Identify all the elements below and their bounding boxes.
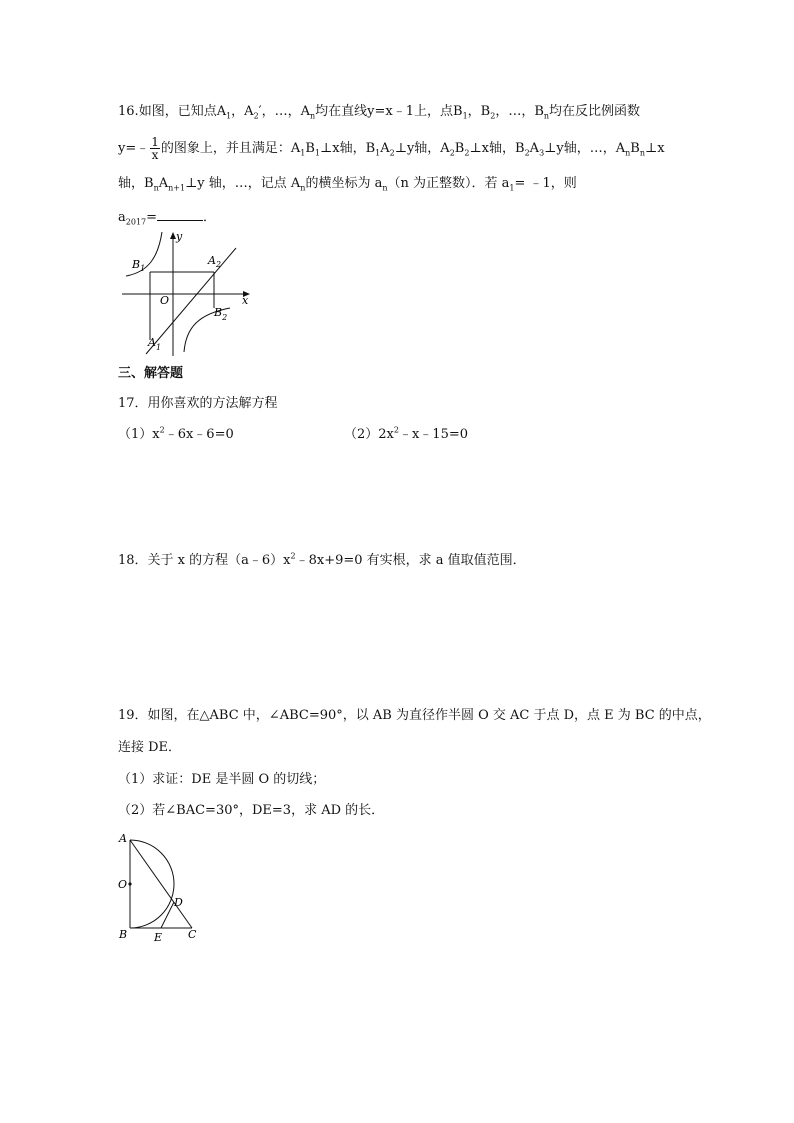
section-3-heading: 三、解答题: [118, 366, 184, 381]
svg-text:E: E: [154, 931, 163, 944]
svg-text:y: y: [176, 230, 183, 243]
q17-prompt: 17．用你喜欢的方法解方程: [118, 396, 278, 411]
svg-text:O: O: [160, 294, 170, 307]
svg-text:O: O: [118, 878, 128, 891]
label-b1: $B_1$: [132, 258, 146, 273]
q19-line-1: 19．如图，在△ABC 中，∠ABC=90°，以 AB 为直径作半圆 O 交 AC 于点 D，点 E 为 BC 的中点，: [118, 708, 711, 723]
q19-triangle-figure: [116, 828, 206, 944]
center-o-dot: [128, 882, 131, 885]
q19-part-2: （2）若∠BAC=30°，DE=3，求 AD 的长．: [118, 803, 385, 818]
label-b2: $B_2$: [214, 306, 228, 322]
q17-part-1: $(1)x^2﹣6x﹣6=0$: [118, 425, 234, 442]
q16-line-3: 轴，$B_nA_{n+1}\perp y$ 轴，…，记点 $A_n$的横坐标为 $a_n(n$ 为正整数）．若 $a_1=$ ﹣1，则: [118, 176, 577, 193]
svg-text:C: C: [188, 928, 197, 941]
q16-line-1: 16.如图，已知点$A_1$，$A_2'$，…，$A_n$均在直线y=x﹣1上，点$B_1$，$B_2$，…，$B_n$均在反比例函数: [118, 104, 641, 121]
q16-line-2: y=﹣ $\frac{1}{x}$ 的图象上，并且满足：$A_1B_1\perp x$轴，$B_1A_2\perp y$轴，$A_2B_2\perp x$轴，$B_2A_3\perp y$轴，…，$A_nB_n\perp x$: [118, 135, 665, 162]
q16-graph-figure: [118, 228, 254, 358]
segment-de: [161, 902, 174, 928]
svg-text:x: x: [242, 294, 249, 307]
svg-text:A: A: [119, 832, 127, 845]
q16-line-4: $a_{2017}=$ ．: [118, 210, 217, 227]
svg-text:D: D: [174, 896, 183, 909]
fraction-1-over-x: $\frac{1}{x}$: [151, 135, 159, 162]
q19-line-2: 连接 DE．: [118, 740, 182, 755]
svg-text:B: B: [119, 928, 128, 941]
label-a2: $A_2$: [208, 254, 222, 269]
label-a1: $A_1$: [148, 336, 162, 352]
q19-part-1: （1）求证：DE 是半圆 O 的切线；: [118, 772, 326, 787]
q18-prompt: 18．关于 x 的方程$(a﹣6)x^2﹣8x+9=0$ 有实根，求 a 值取值范围．: [118, 551, 526, 568]
q17-part-2: $(2)2x^2﹣x﹣15=0$: [344, 425, 469, 442]
answer-blank[interactable]: [157, 208, 203, 221]
